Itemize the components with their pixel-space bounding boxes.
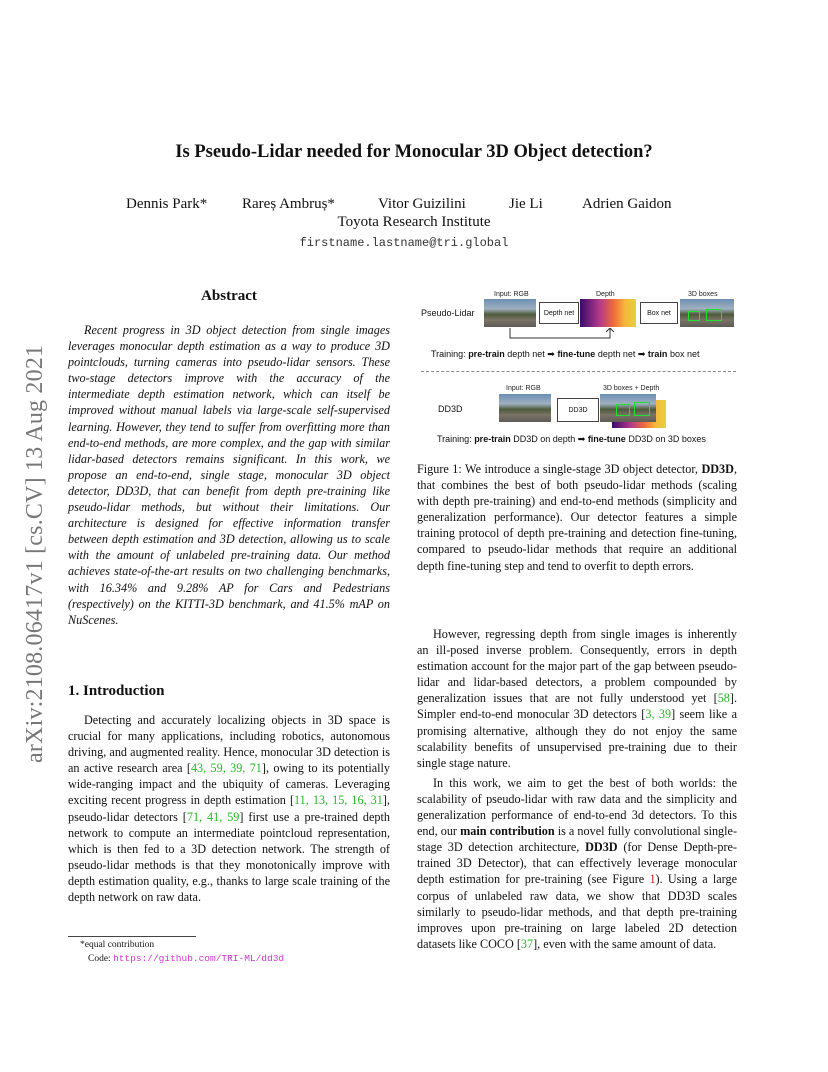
depth-map-image bbox=[580, 299, 636, 327]
row1-input-label: Input: RGB bbox=[494, 291, 529, 298]
intro-text: ], pseudo-lidar detectors [ bbox=[68, 793, 390, 824]
body-text: ] seem like a promising alternative, although they do not enjoy the same scalability benefits of unsupervised pre-training due to their single stage nature. bbox=[417, 707, 738, 770]
row2-output-label: 3D boxes + Depth bbox=[603, 385, 660, 392]
arrow-right-icon: ➡ bbox=[637, 349, 646, 359]
depth-net-block bbox=[539, 302, 579, 324]
caption-text: , that combines the best of both pseudo-lidar methods (scaling with depth pre-training) and end-to-end methods (simplicity and generalization performance). Our detector features a simple training protocol of depth pre-training and detection fine-tuning, compared to pseudo-lidar methods that require an additional depth fine-tuning step and tend to overfit to depth errors. bbox=[417, 462, 737, 573]
training-step: pre-train bbox=[468, 349, 505, 359]
body-text: is a novel fully convolutional single-stage 3D detection architecture, bbox=[417, 824, 738, 855]
training-step-text: DD3D on 3D boxes bbox=[625, 434, 706, 444]
row2-training-protocol bbox=[437, 434, 706, 445]
rgb-input-image bbox=[484, 299, 536, 327]
caption-bold-text: DD3D bbox=[701, 462, 734, 476]
training-step: train bbox=[647, 349, 668, 359]
arxiv-identifier: arXiv:2108.06417v1 [cs.CV] 13 Aug 2021 bbox=[22, 344, 48, 763]
intro-text: ] first use a pre-trained depth network to compute an intermediate pointcloud representation, which is then fed to a 3D detection network. The strength of pseudo-lidar methods is that they monotonically improve with depth estimation quality, e.g., thanks to large scale training of the depth network on raw data. bbox=[68, 809, 390, 905]
body-bold-text: main contribution bbox=[460, 824, 555, 839]
body-paragraph bbox=[417, 626, 737, 771]
citation-link[interactable]: 3, 39 bbox=[645, 707, 672, 722]
pseudo-lidar-row-label: Pseudo-Lidar bbox=[421, 308, 475, 318]
training-step-text: DD3D on depth bbox=[510, 434, 578, 444]
training-prefix: Training: bbox=[437, 434, 475, 444]
3d-boxes-output-image bbox=[680, 299, 734, 327]
intro-paragraph bbox=[68, 712, 390, 905]
body-text: ]. Simpler end-to-end monocular 3D detectors [ bbox=[417, 691, 737, 722]
footnote-code bbox=[88, 953, 284, 964]
body-text: However, regressing depth from single images is inherently an ill-posed inverse problem. Consequently, errors in depth estimation account for the major part of the gap between pseudo-lidar and lidar-based detectors, a problem compounded by generalization issues that are not fully understood yet [ bbox=[417, 627, 737, 706]
rgb-input-image bbox=[499, 394, 551, 422]
citation-link[interactable]: 58 bbox=[717, 691, 730, 706]
box-net-block bbox=[640, 302, 678, 324]
code-url-link[interactable]: https://github.com/TRI-ML/dd3d bbox=[113, 953, 285, 964]
abstract-heading: Abstract bbox=[201, 288, 257, 304]
body-paragraph bbox=[417, 775, 737, 952]
arrow-right-icon: ➡ bbox=[577, 434, 586, 444]
footnote-code-label: Code: bbox=[88, 954, 114, 964]
depth-net-label: Depth net bbox=[543, 309, 575, 317]
right-column-body bbox=[417, 626, 737, 952]
dd3d-network-block bbox=[557, 398, 599, 422]
training-prefix: Training: bbox=[431, 349, 469, 359]
row2-input-label: Input: RGB bbox=[506, 385, 541, 392]
author-name: Jie Li bbox=[509, 196, 543, 212]
citation-link[interactable]: 37 bbox=[520, 936, 534, 951]
author-name: Adrien Gaidon bbox=[582, 196, 672, 212]
training-step-text: box net bbox=[667, 349, 700, 359]
footnote-equal-contribution: *equal contribution bbox=[80, 940, 155, 950]
body-text: ], even with the same amount of data. bbox=[533, 936, 717, 951]
body-text: ). Using a large corpus of unlabeled raw data, we show that DD3D scales similarly to pseudo-lidar methods, and that depth pre-training improves upon pre-training on large labeled 2D detection datasets like COCO [ bbox=[417, 872, 737, 951]
abstract-body: Recent progress in 3D object detection from single images leverages monocular depth estimation as a way to produce 3D pointclouds, turning cameras into pseudo-lidar sensors. These two-stage detectors improve with the accuracy of the intermediate depth estimation network, which can itself be improved without manual labels via large-scale self-supervised learning. However, they tend to suffer from overfitting more than end-to-end methods, are more complex, and the gap with similar lidar-based detectors remains significant. In this work, we propose an end-to-end, single stage, monocular 3D object detector, DD3D, that can benefit from depth pre-training like pseudo-lidar methods, but without their limitations. Our architecture is designed for effective information transfer between depth estimation and 3D detection, allowing us to scale with the amount of unlabeled pre-training data. Our method achieves state-of-the-art results on two challenging benchmarks, with 16.34% and 9.28% AP for Cars and Pedestrians (respectively) on the KITTI-3D benchmark, and 41.5% mAP on NuScenes. bbox=[68, 323, 390, 627]
caption-text: Figure 1: We introduce a single-stage 3D object detector, bbox=[417, 462, 702, 476]
section-heading-introduction: 1. Introduction bbox=[68, 683, 165, 699]
training-step-text: depth net bbox=[595, 349, 638, 359]
figure-1-caption bbox=[417, 461, 737, 574]
dd3d-row-label: DD3D bbox=[438, 404, 463, 414]
detected-box bbox=[706, 309, 722, 321]
paper-title: Is Pseudo-Lidar needed for Monocular 3D Object detection? bbox=[175, 142, 653, 162]
body-text: (for Dense Depth-pre-trained 3D Detector), that can effectively leverage monocular depth estimation for pre-training (see Figure bbox=[417, 840, 737, 887]
body-text: In this work, we aim to get the best of both worlds: the scalability of pseudo-lidar with raw data and the simplicity and generalization performance of end-to-end 3d detectors. To this end, our bbox=[417, 775, 737, 839]
dd3d-network-label: DD3D bbox=[568, 406, 588, 414]
training-step: fine-tune bbox=[557, 349, 596, 359]
figure-reference-link[interactable]: 1 bbox=[649, 872, 656, 887]
figure-1 bbox=[0, 0, 828, 460]
box-net-label: Box net bbox=[647, 309, 671, 317]
feedback-arrow bbox=[500, 328, 620, 342]
row1-boxes-label: 3D boxes bbox=[688, 291, 718, 298]
author-name: Vitor Guizilini bbox=[378, 196, 466, 212]
training-step: pre-train bbox=[474, 434, 511, 444]
arrow-right-icon: ➡ bbox=[547, 349, 555, 359]
citation-link[interactable]: 71, 41, 59 bbox=[186, 809, 240, 824]
intro-text: ], owing to its potentially wide-ranging impact and the ubiquity of cameras. Leveraging exciting recent progress in depth estimation [ bbox=[68, 761, 390, 808]
intro-text: Detecting and accurately localizing objects in 3D space is crucial for many applications, including robotics, autonomous driving, and augmented reality. Hence, monocular 3D detection is an active research area [ bbox=[68, 713, 390, 776]
citation-link[interactable]: 43, 59, 39, 71 bbox=[190, 761, 262, 776]
figure-divider bbox=[421, 371, 736, 372]
row1-training-protocol bbox=[431, 349, 699, 360]
author-name: Rareș Ambruș* bbox=[242, 196, 335, 212]
author-name: Dennis Park* bbox=[126, 196, 208, 212]
footnote-rule bbox=[68, 936, 196, 937]
3d-boxes-output-image bbox=[600, 394, 656, 422]
body-bold-text: DD3D bbox=[585, 840, 618, 855]
citation-link[interactable]: 11, 13, 15, 16, 31 bbox=[294, 793, 383, 808]
row1-depth-label: Depth bbox=[596, 291, 615, 298]
detected-box bbox=[688, 311, 700, 321]
affiliation: Toyota Research Institute bbox=[337, 214, 491, 230]
author-email: firstname.lastname@tri.global bbox=[299, 236, 509, 250]
detected-box bbox=[616, 404, 630, 416]
detected-box bbox=[634, 402, 650, 416]
training-step: fine-tune bbox=[587, 434, 626, 444]
training-step-text: depth net bbox=[504, 349, 548, 359]
